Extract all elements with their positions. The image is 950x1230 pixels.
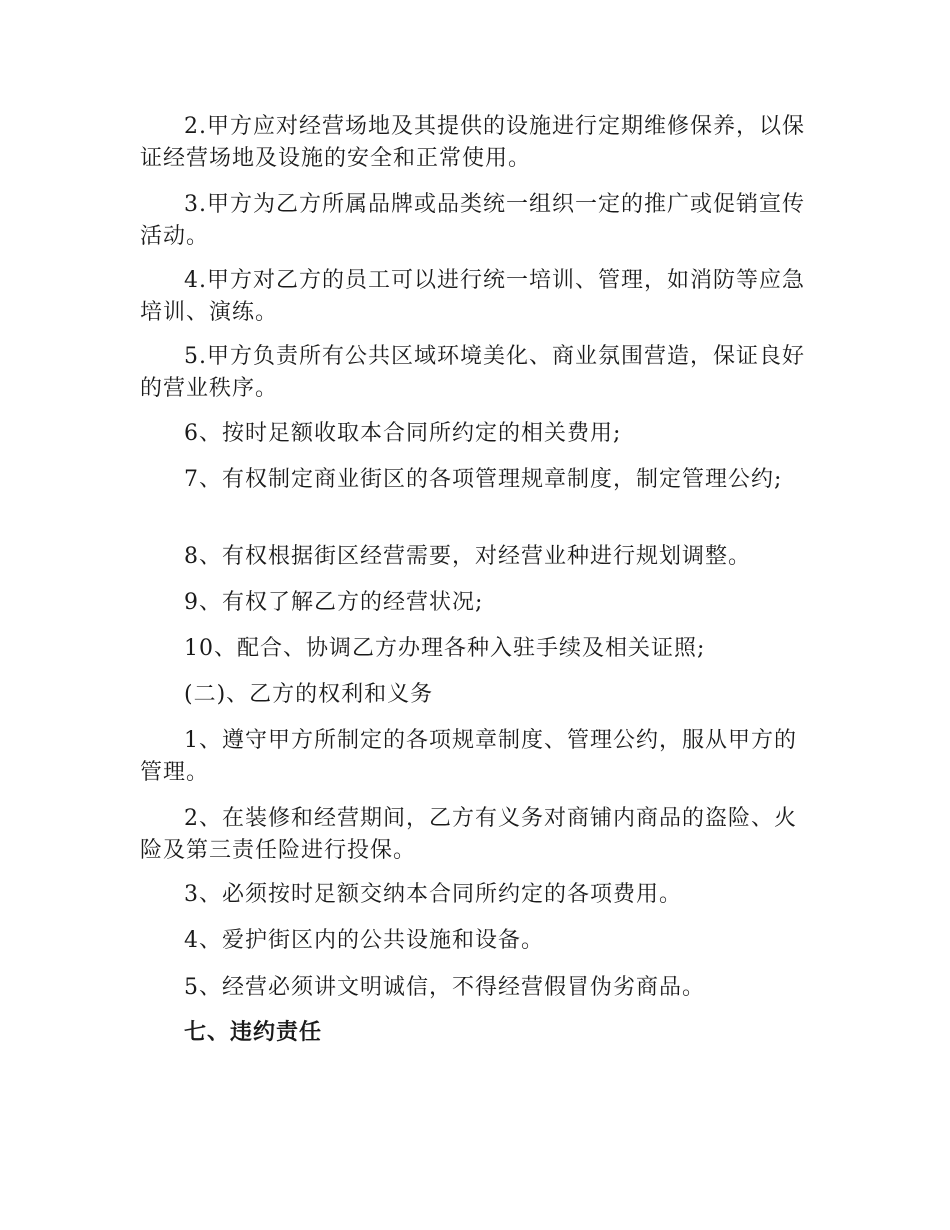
paragraph-b-item-2-insurance: 2、在装修和经营期间，乙方有义务对商铺内商品的盗险、火险及第三责任险进行投保。 — [140, 806, 797, 863]
paragraph-b-item-5-integrity: 5、经营必须讲文明诚信，不得经营假冒伪劣商品。 — [184, 975, 705, 1000]
paragraph-item-4-training: 4.甲方对乙方的员工可以进行统一培训、管理，如消防等应急培训、演练。 — [140, 268, 805, 325]
paragraph-item-7-rules: 7、有权制定商业街区的各项管理规章制度，制定管理公约; — [184, 467, 783, 492]
paragraph-item-5-environment: 5.甲方负责所有公共区域环境美化、商业氛围营造，保证良好的营业秩序。 — [140, 344, 805, 401]
paragraph-b-item-1-comply: 1、遵守甲方所制定的各项规章制度、管理公约，服从甲方的管理。 — [140, 728, 797, 785]
paragraph-item-3-promotion: 3.甲方为乙方所属品牌或品类统一组织一定的推广或促销宣传活动。 — [140, 192, 805, 249]
paragraph-b-item-3-payment: 3、必须按时足额交纳本合同所约定的各项费用。 — [184, 882, 682, 907]
paragraph-item-10-coordination: 10、配合、协调乙方办理各种入驻手续及相关证照; — [184, 636, 706, 661]
section-heading-breach-liability: 七、违约责任 — [184, 1020, 323, 1045]
paragraph-item-2-maintenance: 2.甲方应对经营场地及其提供的设施进行定期维修保养，以保证经营场地及设施的安全和正常使用。 — [140, 114, 805, 171]
paragraph-b-item-4-facilities: 4、爱护街区内的公共设施和设备。 — [184, 928, 544, 953]
subsection-heading-party-b: (二)、乙方的权利和义务 — [184, 682, 434, 707]
paragraph-item-9-status: 9、有权了解乙方的经营状况; — [184, 590, 484, 615]
paragraph-item-8-planning: 8、有权根据街区经营需要，对经营业种进行规划调整。 — [184, 544, 751, 569]
paragraph-item-6-fees: 6、按时足额收取本合同所约定的相关费用; — [184, 421, 622, 446]
